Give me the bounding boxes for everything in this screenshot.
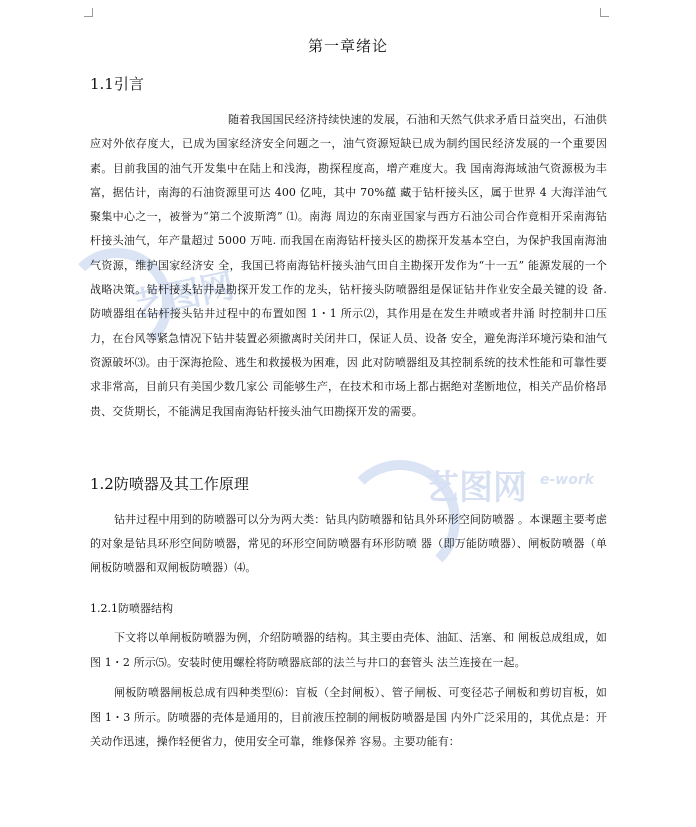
- watermark-logo: 艺图网: [62, 228, 262, 348]
- section-heading-bop: 1.2防喷器及其工作原理: [90, 475, 249, 493]
- margin-corner-mark: [600, 8, 609, 17]
- chapter-title: 第一章绪论: [307, 37, 388, 55]
- structure-paragraph: 下文将以单闸板防喷器为例，介绍防喷器的结构。其主要由壳体、油缸、活塞、和 闸板总成组成，如图 1・2 所示⑸。安装时使用螺栓将防喷器底部的法兰与井口的套管头 法兰连接在一起。: [90, 631, 607, 669]
- subsection-heading-structure: 1.2.1防喷器结构: [90, 602, 173, 615]
- section-heading-intro: 1.1引言: [90, 75, 144, 93]
- intro-paragraph: 随着我国国民经济持续快速的发展，石油和天然气供求矛盾日益突出，石油供应对外依存度大，已成为国家经济安全问题之一，油气资源短缺已成为制约国民经济发展的一个重要因素。目前我国的油气开发集中在陆上和浅海，勘探程度高，增产难度大。我 国南海海域油气资源极为丰富，据估计，南海的石油资源里可达 400 亿吨，其中 70%蕴 藏于钻杆接头区，属于世界 4 大海洋油气聚集中心之一，被誉为“第二个波斯湾” ⑴。南海 周边的东南亚国家与西方石油公司合作竟相开采南海钻杆接头油气，年产量超过 5000 万吨. 而我国在南海钻杆接头区的勘探开发基本空白，为保护我国南海油气资源，维护国家经济安 全，我国已将南海钻杆接头油气田自主勘探开发作为“十一五” 能源发展的一个战略决策。钻杆接头钻井是勘探开发工作的龙头，钻杆接头防喷器组是保证钻井作业安全最关键的设 备.防喷器组在钻杆接头钻井过程中的布置如图 1・1 所示⑵，其作用是在发生井喷或者井涌 时控制井口压力，在台风等紧急情况下钻井装置必须撤离时关闭井口，保证人员、设备 安全，避免海洋环境污染和油气资源破坏⑶。由于深海抢险、逃生和救援极为困难，因 此对防喷器组及其控制系统的技术性能和可靠性要求非常高，目前只有美国少数几家公 司能够生产，在技术和市场上都占据绝对垄断地位，相关产品价格昂贵、交货期长，不能满足我国南海钻杆接头油气田勘探开发的需要。: [90, 113, 607, 418]
- watermark-logo: 艺图网 e-work: [330, 450, 630, 580]
- margin-corner-mark: [84, 8, 93, 17]
- bop-paragraph: 钻井过程中用到的防喷器可以分为两大类：钻具内防喷器和钻具外环形空间防喷器 。本课题主要考虑的对象是钻具环形空间防喷器，常见的环形空间防喷器有环形防喷 器（即万能防喷器）、闸板防喷器（单闸板防喷器和双闸板防喷器）⑷。: [90, 513, 607, 574]
- ram-types-paragraph: 闸板防喷器闸板总成有四种类型⑹：盲板（全封闸板）、管子闸板、可变径芯子闸板和剪切盲板，如图 1・3 所示。防喷器的壳体是通用的，目前液压控制的闸板防喷器是国 内外广泛采用的，其优点是：开关动作迅速，操作轻便省力，使用安全可靠，维修保养 容易。主要功能有：: [90, 686, 607, 748]
